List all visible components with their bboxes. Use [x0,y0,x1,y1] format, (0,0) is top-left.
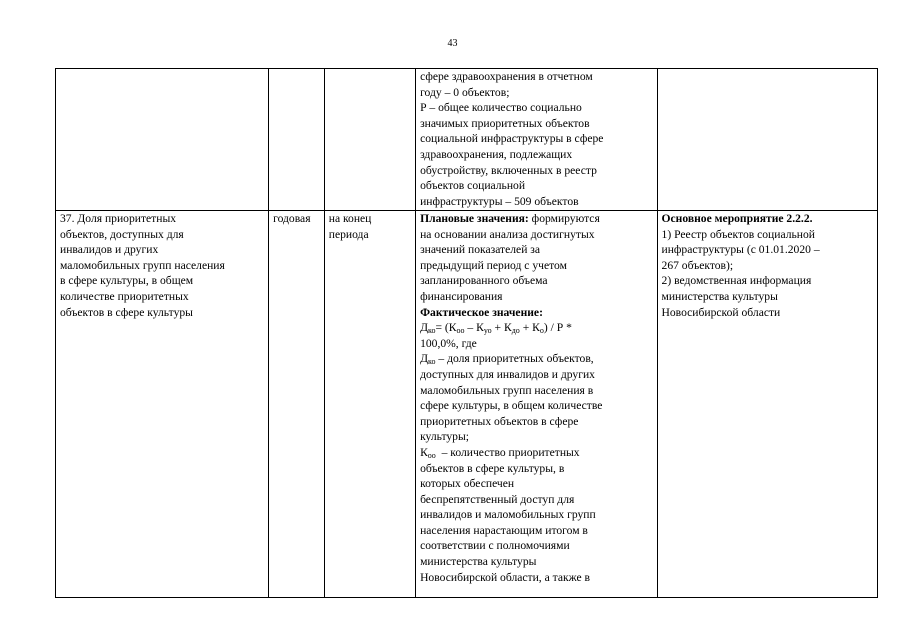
text-line: министерства культуры [420,555,537,569]
definition-subscript: оо [427,450,436,460]
text-line: социальной инфраструктуры в сфере [420,132,604,146]
text-line: здравоохранения, подлежащих [420,147,573,161]
definition-text: – количество приоритетных [435,445,580,459]
indicator-cell [56,69,269,211]
planned-line [420,211,652,227]
indicator-line: инвалидов и других [60,243,159,257]
indicator-line: объектов, доступных для [60,227,184,241]
source-line: инфраструктуры (с 01.01.2020 – [661,243,820,257]
indicator-line: в сфере культуры, в общем [60,274,194,288]
method-cell [416,211,657,598]
table-row [56,69,878,211]
source-cell [657,211,877,598]
indicator-table [55,68,878,598]
definition-subscript: ко [427,357,436,367]
text-line: сфере здравоохранения в отчетном [420,70,593,83]
page-number: 43 [447,38,458,49]
text-line: году – 0 объектов; [420,85,510,99]
text-line: значимых приоритетных объектов [420,116,590,130]
text-line: запланированного объема [420,274,548,288]
table-row [56,211,878,598]
indicator-line: количестве приоритетных [60,289,189,303]
planned-label: Плановые значения: [420,212,529,225]
text-line: финансирования [420,289,503,303]
text-line: инвалидов и маломобильных групп [420,508,596,522]
source-line: Новосибирской области [661,305,781,319]
text-line: культуры; [420,430,469,444]
text-line: соответствии с полномочиями [420,539,570,553]
formula-subscript: о [539,326,544,336]
indicator-cell [56,211,269,598]
formula-part: = (К [435,321,457,335]
period-line: периода [328,227,369,241]
text-line: предыдущий период с учетом [420,258,567,272]
text-line: которых обеспечен [420,477,515,491]
formula-subscript: до [511,326,520,336]
definition-line [420,351,652,367]
definition-text: – доля приоритетных объектов, [435,352,594,366]
text-line: беспрепятственный доступ для [420,492,575,506]
text-line: маломобильных групп населения в [420,383,594,397]
text-line: доступных для инвалидов и других [420,367,595,381]
periodicity-cell [269,69,325,211]
period-cell [324,211,415,598]
text-line: объектов в сфере культуры, в [420,461,565,475]
formula-part: + К [491,321,512,335]
text-line: объектов социальной [420,179,526,193]
definition-symbol: Д [420,352,428,366]
definition-line [420,445,652,461]
indicator-line: 37. Доля приоритетных [60,212,177,225]
text-line: населения нарастающим итогом в [420,523,588,537]
formula-subscript: уо [483,326,492,336]
planned-text: формируются [528,212,600,225]
formula-part: ) / Р * [543,321,572,335]
actual-label: Фактическое значение: [420,305,543,319]
formula-symbol: Д [420,321,428,335]
period-line: на конец [328,212,372,225]
text-line: Новосибирской области, а также в [420,570,591,584]
text-line: значений показателей за [420,243,541,257]
formula-subscript: оо [456,326,465,336]
periodicity-text: годовая [273,212,311,225]
text-line: обустройству, включенных в реестр [420,163,597,177]
source-line: 1) Реестр объектов социальной [661,227,815,241]
text-line: сфере культуры, в общем количестве [420,399,603,413]
definition-symbol: К [420,445,428,459]
periodicity-cell [269,211,325,598]
period-cell [324,69,415,211]
source-line: министерства культуры [661,289,778,303]
formula-line [420,320,652,336]
text-line: на основании анализа достигнутых [420,227,595,241]
formula-subscript: ко [427,326,436,336]
text-line: приоритетных объектов в сфере [420,414,579,428]
indicator-line: объектов в сфере культуры [60,305,193,319]
text-line: Р – общее количество социально [420,101,582,115]
source-line: 2) ведомственная информация [661,274,812,288]
formula-part: + К [519,321,540,335]
formula-line: 100,0%, где [420,336,477,350]
source-line: 267 объектов); [661,258,734,272]
source-title: Основное мероприятие 2.2.2. [661,212,813,225]
formula-part: – К [464,321,484,335]
method-cell [416,69,657,211]
text-line: инфраструктуры – 509 объектов [420,194,579,208]
indicator-line: маломобильных групп населения [60,258,225,272]
source-cell [657,69,877,211]
